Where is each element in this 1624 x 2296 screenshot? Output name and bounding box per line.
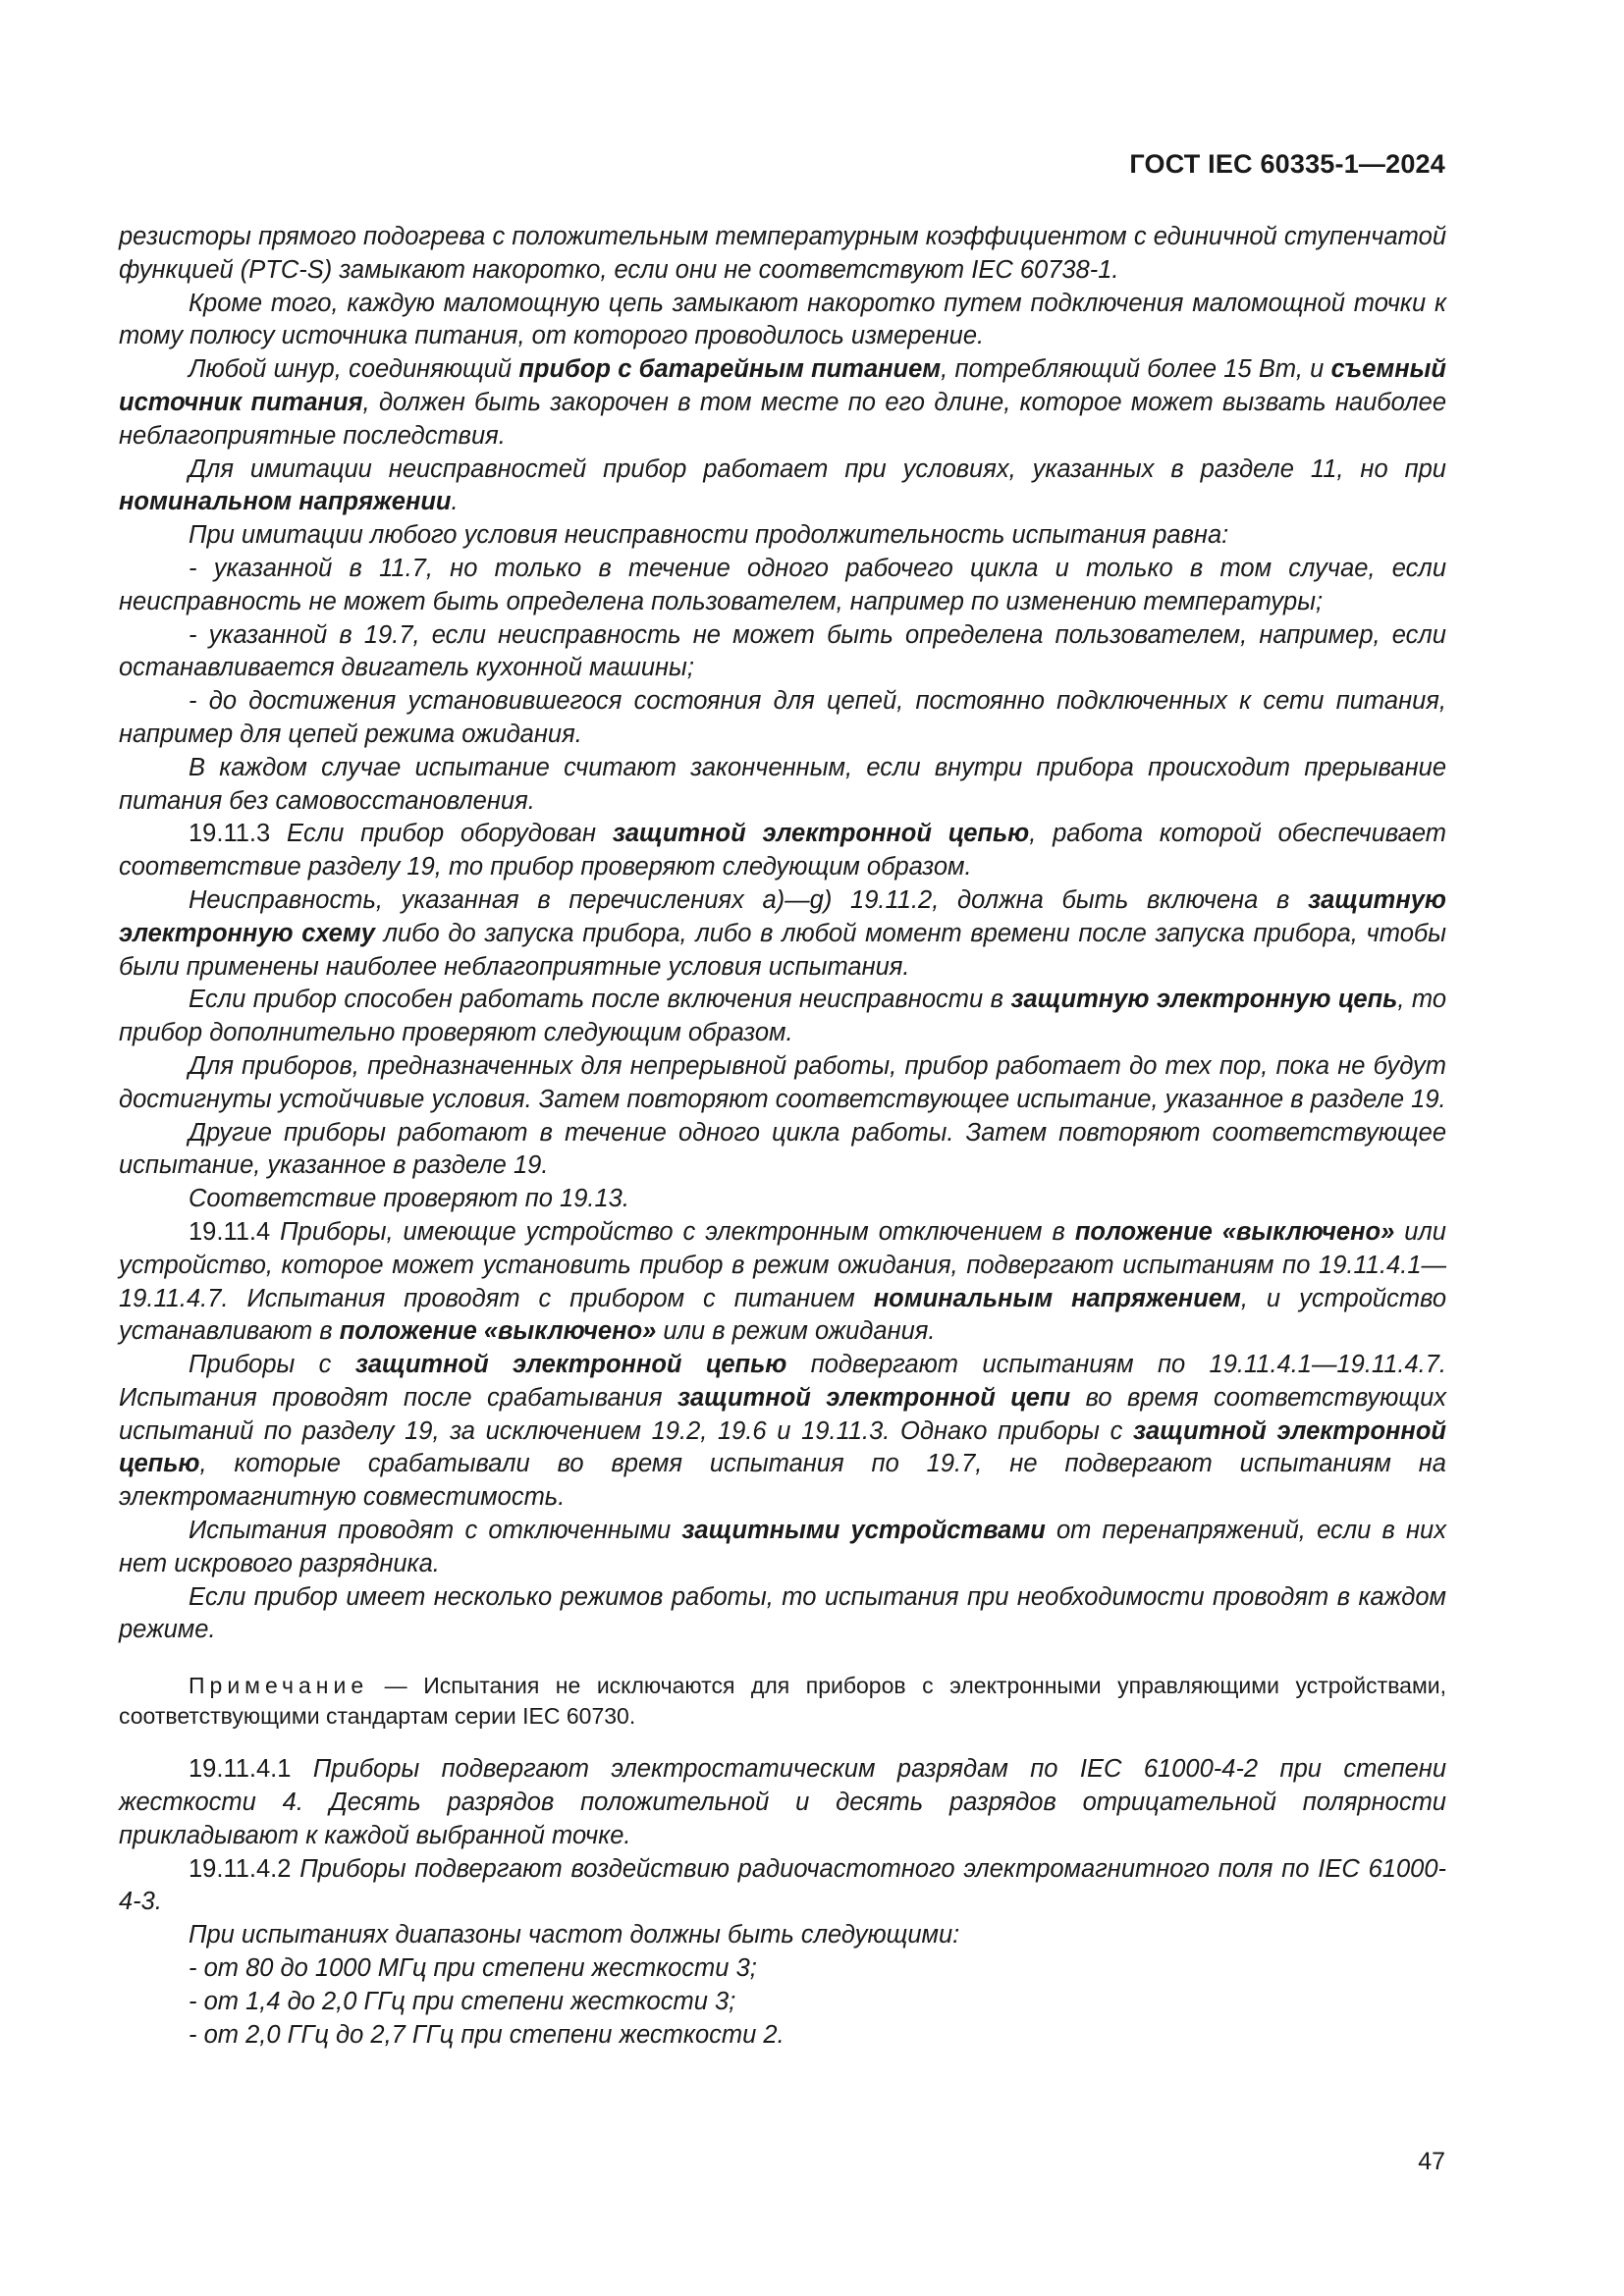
text-run: - от 80 до 1000 МГц при степени жесткости 3;	[189, 1954, 757, 1983]
text-run: Кроме того, каждую маломощную цепь замыкают накоротко путем подключения маломощной точки к тому полюсу источника питания, от которого проводилось измерение.	[119, 289, 1446, 350]
paragraph	[119, 752, 1446, 819]
paragraph	[119, 454, 1446, 520]
paragraph	[119, 1183, 1446, 1216]
text-run: Приборы подвергают электростатическим разрядам по IEC 61000-4-2 при степени жесткости 4. Десять разрядов положительной и десять разрядов отрицательной полярности прикладывают к каждой выбранной точке.	[119, 1755, 1446, 1849]
paragraph	[119, 1919, 1446, 1952]
text-run: Любой шнур, соединяющий	[189, 355, 519, 384]
paragraph	[119, 1853, 1446, 1920]
text-run: , работа которой обеспечивает соответствие разделу 19, то прибор проверяют следующим образом.	[119, 820, 1446, 881]
clause-number: 19.11.4	[189, 1217, 271, 1246]
paragraph	[119, 519, 1446, 553]
bold-term: защитной электронной цепью	[612, 820, 1030, 848]
note-label: Примечание	[189, 1673, 369, 1699]
text-run: Испытания проводят с отключенными	[189, 1517, 682, 1545]
paragraph	[119, 1986, 1446, 2019]
paragraph	[119, 1515, 1446, 1581]
document-body	[119, 221, 1446, 2052]
paragraph	[119, 685, 1446, 752]
text-run: - от 1,4 до 2,0 ГГц при степени жесткости 3;	[189, 1987, 736, 2015]
clause-number: 19.11.4.2	[189, 1854, 292, 1883]
paragraph	[119, 353, 1446, 453]
bold-term: защитную электронную схему	[119, 885, 1446, 947]
bold-term: прибор с батарейным питанием	[518, 355, 942, 384]
text-run: или в режим ожидания.	[656, 1317, 936, 1346]
bold-term: защитной электронной цепью	[119, 1416, 1446, 1478]
bold-term: защитную электронную цепь	[1010, 986, 1398, 1014]
clause-number: 19.11.4.1	[189, 1755, 292, 1784]
clause-number: 19.11.3	[189, 820, 271, 848]
text-run: , то прибор дополнительно проверяют следующим образом.	[119, 986, 1447, 1047]
page-number: 47	[1418, 2148, 1445, 2175]
paragraph	[119, 1216, 1446, 1349]
paragraph	[119, 984, 1446, 1050]
text-run: .	[451, 488, 459, 516]
paragraph	[119, 1753, 1446, 1852]
paragraph	[119, 1349, 1446, 1515]
paragraph	[119, 221, 1446, 288]
paragraphs-before-note	[119, 221, 1446, 1647]
text-run: Приборы с	[189, 1351, 355, 1379]
text-run: Если прибор оборудован	[270, 820, 613, 848]
note-text: Испытания не исключаются для приборов с электронными управляющими устройствами, соответствующими стандартам серии IEC 60730.	[119, 1673, 1446, 1730]
text-run: , должен быть закорочен в том месте по его длине, которое может вызвать наиболее неблагоприятные последствия.	[119, 388, 1446, 450]
text-run: - указанной в 11.7, но только в течение одного рабочего цикла и только в том случае, если неисправность не может быть определена пользователем, например по изменению температуры;	[119, 554, 1446, 615]
text-run: Приборы подвергают воздействию радиочастотного электромагнитного поля по IEC 61000-4-3.	[119, 1854, 1446, 1916]
paragraph	[119, 2019, 1446, 2053]
paragraph	[119, 1050, 1446, 1117]
text-run: Соответствие проверяют по 19.13.	[189, 1185, 629, 1213]
text-run: Если прибор способен работать после включения неисправности в	[189, 986, 1011, 1014]
bold-term: положение «выключено»	[339, 1317, 657, 1346]
paragraph	[119, 1581, 1446, 1648]
bold-term: защитной электронной цепи	[677, 1383, 1071, 1412]
text-run: или устройство, которое может установить прибор в режим ожидания, подвергают испытаниям по 19.11.4.1—19.11.4.7. Испытания проводят с прибором с питанием	[119, 1217, 1446, 1312]
document-header: ГОСТ IEC 60335-1—2024	[1129, 149, 1445, 179]
paragraph	[119, 1117, 1446, 1184]
paragraph	[119, 619, 1446, 686]
paragraph	[119, 884, 1446, 984]
note-dash: —	[368, 1673, 424, 1699]
text-run: - от 2,0 ГГц до 2,7 ГГц при степени жесткости 2.	[189, 2020, 785, 2049]
text-run: Если прибор имеет несколько режимов работы, то испытания при необходимости проводят в каждом режиме.	[119, 1582, 1446, 1644]
text-run: Неисправность, указанная в перечислениях a)—g) 19.11.2, должна быть включена в	[189, 885, 1309, 914]
text-run: резисторы прямого подогрева с положительным температурным коэффициентом с единичной ступенчатой функцией (PTC-S) замыкают накоротко, если они не соответствуют IEC 60738-1.	[119, 223, 1446, 284]
text-run: подвергают испытаниям по 19.11.4.1—19.11.4.7. Испытания проводят после срабатывания	[119, 1351, 1447, 1412]
text-run: , которые срабатывали во время испытания по 19.7, не подвергают испытаниям на электромагнитную совместимость.	[119, 1450, 1446, 1512]
text-run: Для приборов, предназначенных для непрерывной работы, прибор работает до тех пор, пока не будут достигнуты устойчивые условия. Затем повторяют соответствующее испытание, указанное в разделе 19.	[119, 1051, 1446, 1113]
text-run: во время соответствующих испытаний по разделу 19, за исключением 19.2, 19.6 и 19.11.3. Однако приборы с	[119, 1383, 1446, 1445]
text-run: При имитации любого условия неисправности продолжительность испытания равна:	[189, 521, 1229, 550]
note	[119, 1671, 1446, 1732]
text-run: от перенапряжений, если в них нет искрового разрядника.	[119, 1517, 1446, 1577]
paragraph	[119, 818, 1446, 884]
text-run: Для имитации неисправностей прибор работает при условиях, указанных в разделе 11, но при	[189, 454, 1446, 483]
bold-term: номинальном напряжении	[119, 488, 452, 516]
bold-term: защитными устройствами	[681, 1517, 1046, 1545]
text-run: Приборы, имеющие устройство с электронным отключением в	[270, 1217, 1075, 1246]
bold-term: номинальным напряжением	[873, 1284, 1241, 1312]
text-run: - до достижения установившегося состояния для цепей, постоянно подключенных к сети питания, например для цепей режима ожидания.	[119, 687, 1446, 748]
text-run: При испытаниях диапазоны частот должны быть следующими:	[189, 1921, 960, 1949]
paragraph	[119, 553, 1446, 619]
paragraph	[119, 1952, 1446, 1986]
text-run: В каждом случае испытание считают законченным, если внутри прибора происходит прерывание питания без самовосстановления.	[119, 753, 1446, 815]
text-run: либо до запуска прибора, либо в любой момент времени после запуска прибора, чтобы были применены наиболее неблагоприятные условия испытания.	[119, 919, 1446, 981]
text-run: , потребляющий более 15 Вт, и	[941, 355, 1331, 384]
text-run: - указанной в 19.7, если неисправность не может быть определена пользователем, например, если останавливается двигатель кухонной машины;	[119, 620, 1446, 682]
bold-term: съемный источник питания	[119, 355, 1446, 416]
text-run: Другие приборы работают в течение одного цикла работы. Затем повторяют соответствующее испытание, указанное в разделе 19.	[119, 1118, 1446, 1180]
paragraphs-after-note	[119, 1753, 1446, 2052]
text-run: , и устройство устанавливают в	[119, 1284, 1446, 1346]
paragraph	[119, 288, 1446, 354]
bold-term: защитной электронной цепью	[354, 1351, 787, 1379]
bold-term: положение «выключено»	[1074, 1217, 1395, 1246]
